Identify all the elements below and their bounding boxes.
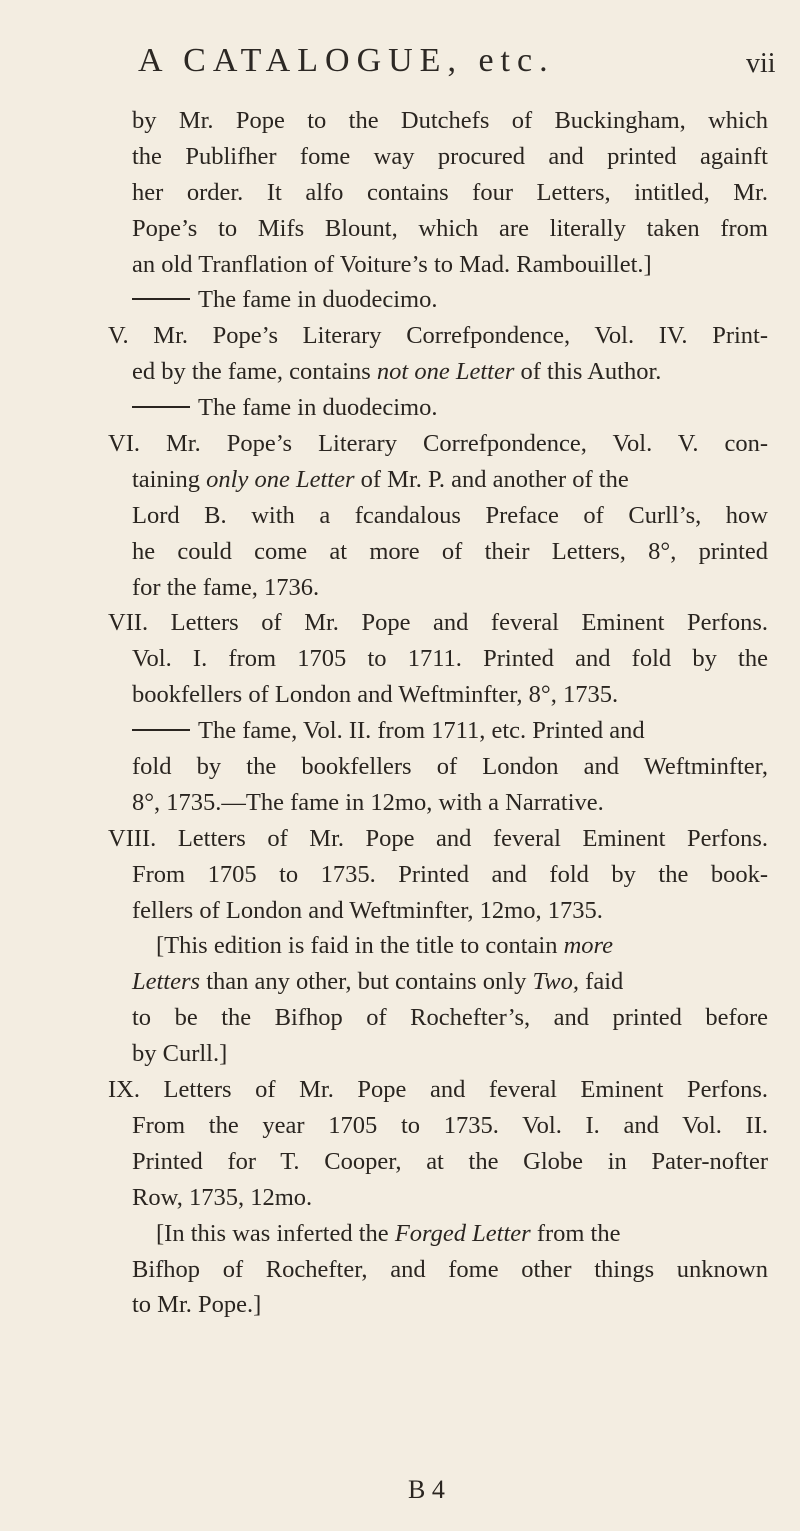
text-line: fold by the bookfellers of London and Weftminfter, — [132, 753, 768, 781]
text-line: VII. Letters of Mr. Pope and feveral Eminent Perfons. — [108, 609, 768, 637]
text-line: VI. Mr. Pope’s Literary Correfpondence, Vol. V. con- — [108, 430, 768, 458]
page-number: vii — [746, 48, 776, 79]
italic-phrase: only one Letter — [206, 465, 355, 493]
text-line: her order. It alfo contains four Letters, intitled, Mr. — [132, 178, 768, 206]
dash-rule — [132, 729, 190, 731]
running-head: A CATALOGUE, etc. — [138, 42, 555, 79]
text-line: taining only one Letter of Mr. P. and another of the — [132, 465, 629, 493]
text-line: Letters than any other, but contains only Two, faid — [132, 968, 624, 996]
text-line: by Curll.] — [132, 1040, 228, 1068]
text-line: to Mr. Pope.] — [132, 1291, 262, 1319]
text-line: [This edition is faid in the title to contain more — [156, 932, 614, 960]
text-line: he could come at more of their Letters, 8°, printed — [132, 537, 768, 565]
text-line: ed by the fame, contains not one Letter of this Author. — [132, 358, 662, 386]
text-line: fellers of London and Weftminfter, 12mo, 1735. — [132, 896, 603, 924]
text-line: Pope’s to Mifs Blount, which are literally taken from — [132, 214, 768, 242]
dash-rule — [132, 298, 190, 300]
text-line: the Publifher fome way procured and printed againft — [132, 142, 768, 170]
text-line: [In this was inferted the Forged Letter from the — [156, 1219, 621, 1247]
text-line: IX. Letters of Mr. Pope and feveral Eminent Perfons. — [108, 1076, 768, 1104]
text-line: by Mr. Pope to the Dutchefs of Buckingham, which — [132, 107, 768, 134]
italic-phrase: not one Letter — [376, 358, 515, 386]
text-line: for the fame, 1736. — [132, 573, 320, 601]
italic-phrase: Forged Letter — [394, 1219, 531, 1247]
italic-phrase: Letters — [132, 968, 201, 996]
italic-phrase: more — [563, 932, 614, 960]
text-line: bookfellers of London and Weftminfter, 8°, 1735. — [132, 681, 619, 709]
text-line: Vol. I. from 1705 to 1711. Printed and fold by the — [132, 645, 768, 673]
text-line: The fame, Vol. II. from 1711, etc. Printed and — [108, 713, 768, 749]
text-line: Lord B. with a fcandalous Preface of Curll’s, how — [132, 501, 768, 529]
text-line: From the year 1705 to 1735. Vol. I. and Vol. II. — [132, 1111, 768, 1139]
text-line: an old Tranflation of Voiture’s to Mad. Rambouillet.] — [132, 250, 652, 278]
text-line: The fame in duodecimo. — [108, 282, 768, 318]
dash-rule — [132, 406, 190, 408]
text-line: V. Mr. Pope’s Literary Correfpondence, Vol. IV. Print- — [108, 322, 768, 350]
text-line: Bifhop of Rochefter, and fome other things unknown — [132, 1255, 768, 1283]
text-line: to be the Bifhop of Rochefter’s, and printed before — [132, 1004, 768, 1032]
catalogue-body — [108, 103, 768, 1323]
text-line: 8°, 1735.—The fame in 12mo, with a Narrative. — [132, 788, 604, 816]
catchword-signature: B 4 — [408, 1475, 445, 1504]
text-line: Row, 1735, 12mo. — [132, 1183, 313, 1211]
text-line: VIII. Letters of Mr. Pope and feveral Eminent Perfons. — [108, 824, 768, 852]
text-line: The fame in duodecimo. — [108, 390, 768, 426]
italic-phrase: Two, — [532, 968, 580, 996]
text-line: Printed for T. Cooper, at the Globe in Pater-nofter — [132, 1147, 768, 1175]
text-line: From 1705 to 1735. Printed and fold by the book- — [132, 860, 768, 888]
